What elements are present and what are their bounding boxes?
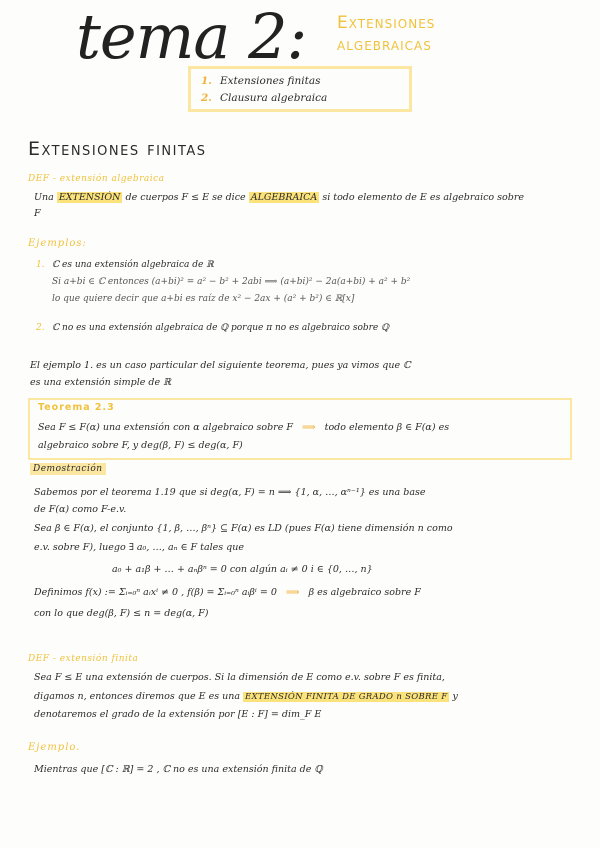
def-text [34,191,574,205]
proof-text: con lo que deg(β, F) ≤ n = deg(α, F) [34,608,209,619]
proof-text: de F(α) como F-e.v. [34,504,127,515]
def-highlight: EXTENSIÓN FINITA DE GRADO n SOBRE F [245,692,448,702]
def-highlight: EXTENSIÓN [58,192,121,203]
toc-item-num: 1. [201,75,212,87]
proof-text: Sea β ∈ F(α), el conjunto {1, β, …, βⁿ} ⊆ F(α) es LD (pues F(α) tiene dimensión n como [34,523,453,534]
toc-item-label: Clausura algebraica [219,92,328,104]
implies-arrow-icon: ⟹ [301,422,316,433]
def-text-part: de cuerpos F ≤ E se dice [125,192,246,203]
def-highlight: ALGEBRAICA [250,192,318,203]
def-text-part: Una [34,192,54,203]
table-of-contents [188,66,412,112]
example-text: ℂ es una extensión algebraica de ℝ [52,260,214,270]
def-text-part: si todo elemento de E es algebraico sobre [322,192,525,203]
example-num: 2. [36,323,45,333]
subtitle-line-2: algebraicas [337,35,432,55]
def-text-part: digamos n, entonces diremos que E es una [34,691,240,702]
proof-text-part: β es algebraico sobre F [308,587,421,598]
page-subtitle [337,12,435,56]
def-text-line2: F [34,208,41,219]
section-title: Extensiones finitas [28,138,207,160]
theorem-text-part: todo elemento β ∈ F(α) es [324,422,450,433]
page-title: tema 2: [76,0,307,73]
toc-item-num: 2. [201,92,212,104]
toc-item [201,73,399,90]
subtitle-line-1: Extensiones [337,13,436,33]
def-text [34,690,458,704]
proof-text: Sabemos por el teorema 1.19 que si deg(α, F) = n ⟹ {1, α, …, αⁿ⁻¹} es una base [34,487,426,498]
theorem-text [38,421,449,435]
implies-arrow-icon: ⟹ [285,587,300,598]
proof-text [34,586,421,600]
proof-title [30,464,106,474]
example-text: ℂ no es una extensión algebraica de ℚ porque π no es algebraico sobre ℚ [52,323,389,333]
def-text-part: y [452,691,458,702]
remark-text: es una extensión simple de ℝ [30,377,172,388]
proof-text: e.v. sobre F), luego ∃ a₀, …, aₙ ∈ F tales que [34,542,244,553]
proof-text-part: Definimos f(x) := Σᵢ₌₀ⁿ aᵢxⁱ ≠ 0 , f(β) = Σᵢ₌₀ⁿ aᵢβⁱ = 0 [34,587,277,598]
def-label: DEF - extensión finita [28,654,139,664]
example-text: Si a+bi ∈ ℂ entonces (a+bi)² = a² − b² + 2abi ⟹ (a+bi)² − 2a(a+bi) + a² + b² [52,277,411,287]
def-text: Sea F ≤ E una extensión de cuerpos. Si la dimensión de E como e.v. sobre F es finita, [34,672,445,683]
proof-equation: a₀ + a₁β + … + aₙβⁿ = 0 con algún aᵢ ≠ 0 i ∈ {0, …, n} [112,564,373,575]
example-text: lo que quiere decir que a+bi es raíz de x² − 2ax + (a² + b²) ∈ ℝ[x] [52,294,355,304]
def-text: denotaremos el grado de la extensión por [E : F] = dim_F E [34,709,322,720]
examples-label: Ejemplos: [28,238,87,249]
toc-item [201,90,399,107]
example-label: Ejemplo. [28,742,81,753]
proof-title-label: Demostración [30,463,106,475]
theorem-text-part: Sea F ≤ F(α) una extensión con α algebraico sobre F [38,422,293,433]
toc-item-label: Extensiones finitas [219,75,321,87]
theorem-title: Teorema 2.3 [38,402,115,413]
theorem-text: algebraico sobre F, y deg(β, F) ≤ deg(α, F) [38,440,243,451]
def-label: DEF - extensión algebraica [28,174,165,184]
example-num: 1. [36,260,45,270]
remark-text: El ejemplo 1. es un caso particular del siguiente teorema, pues ya vimos que ℂ [30,360,411,371]
example-text: Mientras que [ℂ : ℝ] = 2 , ℂ no es una extensión finita de ℚ [34,764,323,775]
